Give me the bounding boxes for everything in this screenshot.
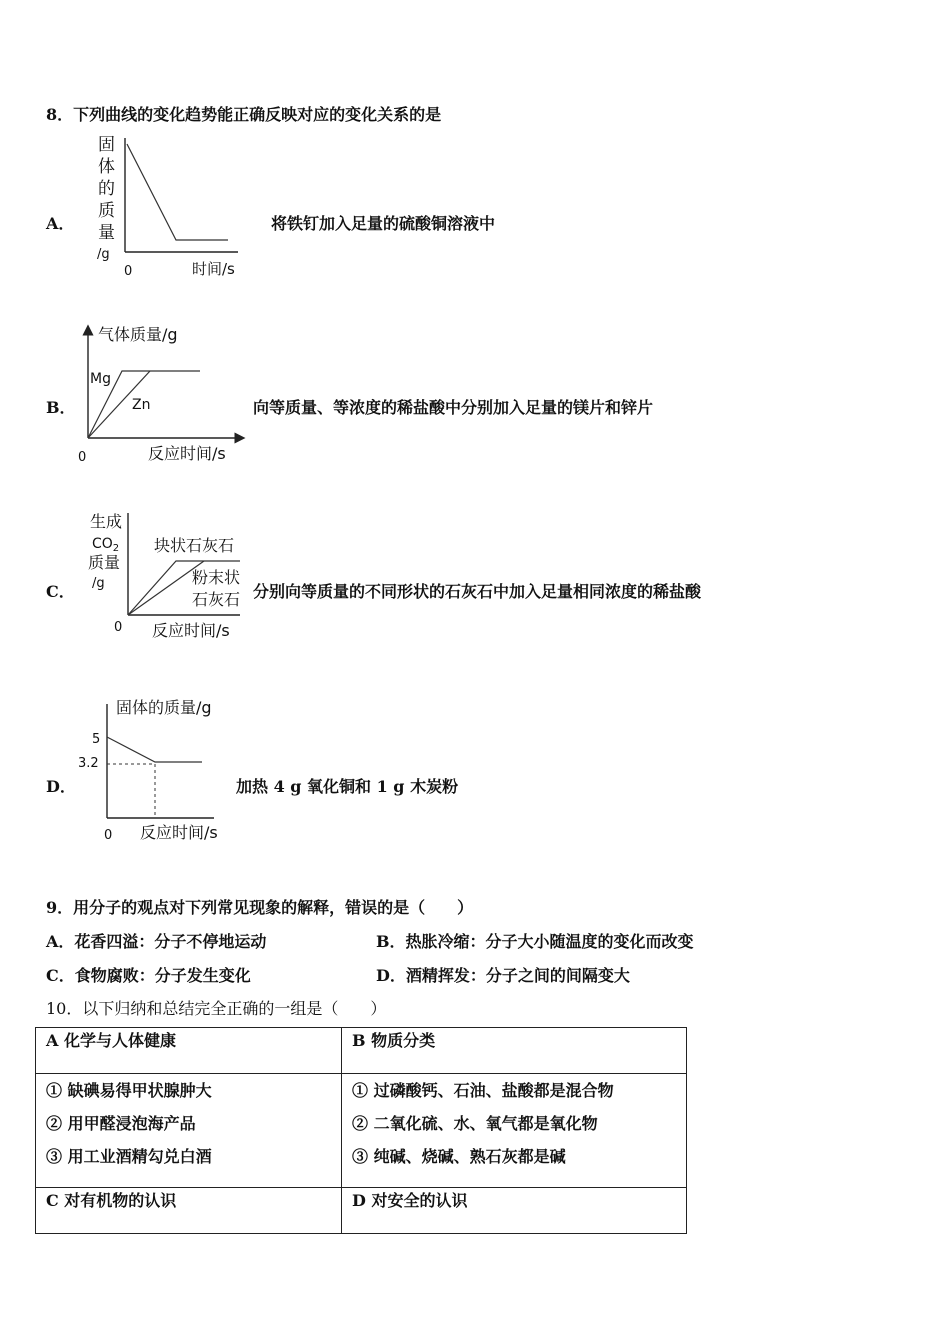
q9-option-c[interactable]: C．食物腐败：分子发生变化: [46, 966, 251, 985]
c-origin: 0: [114, 620, 123, 635]
question-10-stem: 10．以下归纳和总结完全正确的一组是（ ）: [46, 999, 387, 1018]
b-series-mg: Mg: [90, 371, 111, 387]
table-row: [36, 1188, 687, 1234]
c-co2-subscript: 2: [112, 543, 120, 554]
a-ylabel-char-3: 的: [98, 179, 115, 199]
cell-c-title[interactable]: C 对有机物的认识: [36, 1188, 342, 1234]
cell-b-title[interactable]: B 物质分类: [342, 1028, 687, 1074]
b-series-zn: Zn: [132, 397, 151, 413]
b-xlabel: 反应时间/s: [148, 444, 226, 463]
cell-d-title[interactable]: D 对安全的认识: [342, 1188, 687, 1234]
a-ylabel-char-2: 体: [98, 157, 115, 177]
q8-option-a-letter[interactable]: A．: [46, 214, 75, 233]
a-origin: 0: [124, 264, 133, 279]
a-ylabel-char-4: 质: [98, 201, 115, 221]
d-curve: [107, 737, 202, 762]
cell-b-items: [342, 1074, 687, 1188]
d-origin: 0: [104, 828, 113, 843]
d-y-start: 5: [92, 732, 101, 747]
q9-option-a[interactable]: A．花香四溢：分子不停地运动: [46, 932, 267, 951]
c-xlabel: 反应时间/s: [152, 621, 230, 640]
c-series-powder-line-2: 石灰石: [192, 590, 241, 609]
a-yunit: /g: [97, 247, 110, 262]
q8-option-d-chart: [74, 696, 244, 846]
d-y-end: 3.2: [78, 756, 99, 771]
q9-option-b[interactable]: B．热胀冷缩：分子大小随温度的变化而改变: [376, 932, 694, 951]
cell-a-title[interactable]: A 化学与人体健康: [36, 1028, 342, 1074]
question-8-stem: 8．下列曲线的变化趋势能正确反映对应的变化关系的是: [46, 105, 442, 124]
q8-option-d-description: 加热 4 g 氧化铜和 1 g 木炭粉: [236, 777, 459, 796]
q8-option-c-chart: [82, 505, 252, 650]
q8-option-c-description: 分别向等质量的不同形状的石灰石中加入足量相同浓度的稀盐酸: [253, 582, 702, 601]
b-item-1: ① 过磷酸钙、石油、盐酸都是混合物: [352, 1081, 614, 1100]
c-ylabel-line-1: 生成: [90, 512, 123, 531]
b-item-2: ② 二氧化硫、水、氧气都是氧化物: [352, 1114, 598, 1133]
cell-a-items: [36, 1074, 342, 1188]
c-ylabel-line-4: /g: [92, 576, 105, 591]
q8-option-b-description: 向等质量、等浓度的稀盐酸中分别加入足量的镁片和锌片: [253, 398, 654, 417]
a-curve: [127, 144, 228, 240]
a-item-1: ① 缺碘易得甲状腺肿大: [46, 1081, 212, 1100]
q8-option-a-chart: [88, 130, 258, 280]
table-row: [36, 1028, 687, 1074]
a-ylabel-char-1: 固: [98, 135, 115, 155]
q9-option-d[interactable]: D．酒精挥发：分子之间的间隔变大: [376, 966, 630, 985]
question-9-stem: 9．用分子的观点对下列常见现象的解释，错误的是（ ）: [46, 898, 474, 917]
q8-option-d-letter[interactable]: D．: [46, 777, 76, 796]
c-co2-text: CO: [92, 536, 113, 552]
q8-option-c-letter[interactable]: C．: [46, 582, 75, 601]
a-item-2: ② 用甲醛浸泡海产品: [46, 1114, 196, 1133]
table-row: [36, 1074, 687, 1188]
c-series-lump: 块状石灰石: [154, 536, 235, 555]
d-xlabel: 反应时间/s: [140, 823, 218, 842]
q8-option-b-chart: [70, 318, 250, 468]
q10-table: [35, 1027, 687, 1234]
d-ylabel: 固体的质量/g: [116, 698, 212, 717]
q8-option-a-description: 将铁钉加入足量的硫酸铜溶液中: [271, 214, 496, 233]
c-ylabel-line-2: [92, 536, 119, 554]
q8-option-b-letter[interactable]: B．: [46, 398, 76, 417]
a-item-3: ③ 用工业酒精勾兑白酒: [46, 1147, 212, 1166]
b-ylabel: 气体质量/g: [98, 325, 178, 344]
b-origin: 0: [78, 450, 87, 465]
a-xlabel: 时间/s: [192, 260, 235, 278]
c-series-powder-line-1: 粉末状: [192, 568, 241, 587]
c-ylabel-line-3: 质量: [88, 553, 121, 572]
b-item-3: ③ 纯碱、烧碱、熟石灰都是碱: [352, 1147, 566, 1166]
a-ylabel-char-5: 量: [98, 223, 115, 243]
